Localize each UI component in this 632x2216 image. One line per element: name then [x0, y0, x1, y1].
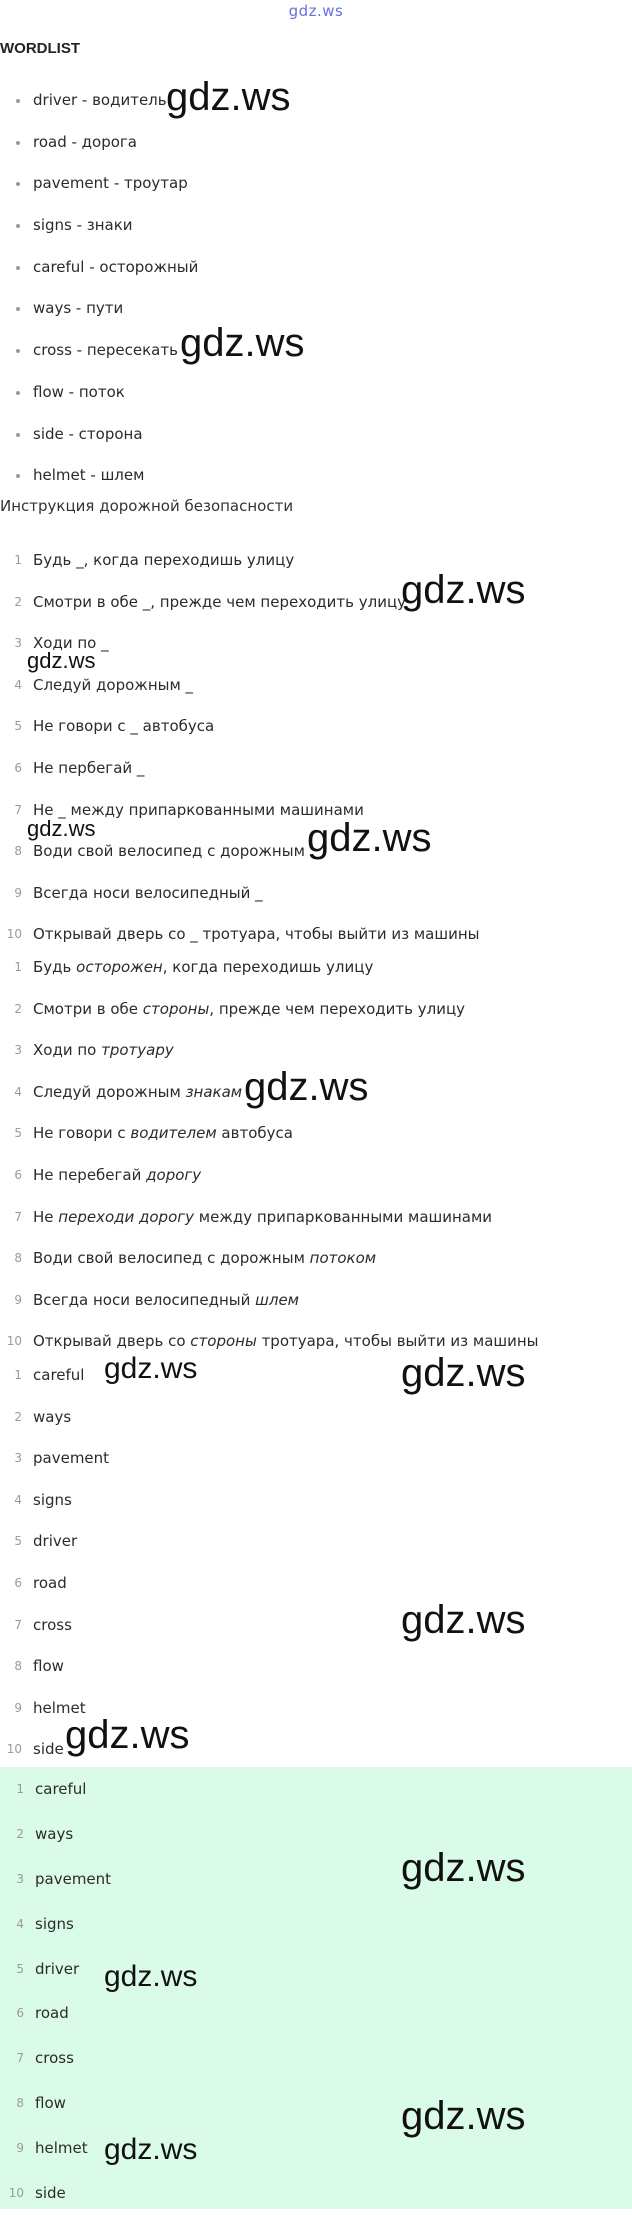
- section-subheading: Инструкция дорожной безопасности: [0, 497, 294, 515]
- watermark: gdz.ws: [104, 1352, 198, 1385]
- word-text: flow: [35, 2094, 66, 2113]
- item-number: 3: [14, 636, 22, 651]
- watermark: gdz.ws: [401, 568, 526, 612]
- item-number: 8: [16, 2096, 24, 2111]
- item-number: 2: [14, 594, 22, 609]
- list-item: helmet - шлем: [0, 455, 198, 497]
- item-number: 2: [14, 1001, 22, 1016]
- list-item: [0, 873, 480, 915]
- item-number: 10: [6, 1742, 22, 1757]
- item-number: 6: [16, 2006, 24, 2021]
- site-logo[interactable]: gdz.ws: [288, 2, 344, 20]
- item-number: 8: [14, 1251, 22, 1266]
- list-item: [0, 706, 480, 748]
- item-number: 9: [14, 1700, 22, 1715]
- item-number: 7: [14, 1209, 22, 1224]
- item-number: 1: [14, 553, 22, 567]
- item-number: 1: [14, 1368, 22, 1382]
- words-list-highlighted: [0, 1767, 111, 2216]
- list-item: [0, 1646, 109, 1688]
- wordlist: [0, 80, 198, 497]
- word-text: careful: [33, 1366, 85, 1384]
- word-text: side: [35, 2184, 66, 2203]
- word-text: pavement: [35, 1869, 112, 1888]
- list-item: side - сторона: [0, 414, 198, 456]
- sentence-text: Смотри в обе _, прежде чем переходить улицу: [33, 592, 407, 611]
- list-item: [0, 1197, 539, 1239]
- watermark: gdz.ws: [401, 2094, 526, 2138]
- watermark: gdz.ws: [104, 1960, 198, 1993]
- list-item: signs - знаки: [0, 205, 198, 247]
- sentence-before: Всегда носи велосипедный: [33, 1290, 256, 1309]
- watermark: gdz.ws: [180, 321, 305, 365]
- word-text: flow: [33, 1657, 64, 1676]
- word-text: cross: [35, 2049, 74, 2068]
- list-item: [0, 1238, 539, 1280]
- exercise-answers-list: [0, 947, 539, 1363]
- answer-word: водителем: [130, 1124, 217, 1143]
- list-item: flow - поток: [0, 372, 198, 414]
- list-item: [0, 989, 539, 1031]
- item-number: 5: [14, 719, 22, 734]
- words-list: [0, 1355, 109, 1771]
- list-item: [0, 2081, 111, 2126]
- sentence-text: Не пербегай _: [33, 758, 145, 777]
- answer-word: дорогу: [146, 1165, 202, 1184]
- answer-word: потоком: [309, 1249, 377, 1268]
- sentence-before: Будь: [33, 958, 77, 976]
- word-text: driver: [35, 1959, 80, 1978]
- item-number: 5: [16, 1961, 24, 1976]
- list-item: cross - пересекать: [0, 330, 198, 372]
- list-item: [0, 1563, 109, 1605]
- word-text: helmet: [33, 1698, 86, 1717]
- list-item: [0, 2036, 111, 2081]
- list-item: [0, 748, 480, 790]
- item-number: 7: [14, 1617, 22, 1632]
- word-text: cross: [33, 1615, 72, 1634]
- item-number: 4: [14, 1492, 22, 1507]
- item-number: 1: [14, 960, 22, 974]
- item-number: 4: [14, 1084, 22, 1099]
- item-number: 6: [14, 760, 22, 775]
- item-number: 3: [16, 1871, 24, 1886]
- answer-word: шлем: [255, 1290, 299, 1309]
- sentence-text: Не говори с _ автобуса: [33, 717, 215, 736]
- item-number: 9: [16, 2141, 24, 2156]
- list-item: [0, 2171, 111, 2216]
- item-number: 6: [14, 1167, 22, 1182]
- list-item: road - дорога: [0, 122, 198, 164]
- list-item: [0, 1438, 109, 1480]
- item-number: 5: [14, 1126, 22, 1141]
- list-item: [0, 1280, 539, 1322]
- list-item: careful - осторожный: [0, 247, 198, 289]
- sentence-before: Не: [33, 1207, 59, 1226]
- word-text: signs: [33, 1490, 72, 1509]
- watermark: gdz.ws: [27, 648, 96, 673]
- sentence-text: Ходи по _: [33, 634, 109, 653]
- sentence-after: между припаркованными машинами: [194, 1207, 493, 1226]
- sentence-after: автобуса: [216, 1124, 293, 1143]
- sentence-text: Открывай дверь со _ тротуара, чтобы выйти из машины: [33, 925, 480, 944]
- word-text: driver: [33, 1532, 78, 1551]
- sentence-after: , когда переходишь улицу: [162, 958, 374, 976]
- sentence-before: Не перебегай: [33, 1165, 147, 1184]
- sentence-after: тротуара, чтобы выйти из машины: [256, 1332, 539, 1351]
- list-item: [0, 1857, 111, 1902]
- list-item: [0, 1902, 111, 1947]
- watermark: gdz.ws: [401, 1846, 526, 1890]
- sentence-text: Води свой велосипед с дорожным: [33, 842, 305, 861]
- sentence-before: Води свой велосипед с дорожным: [33, 1249, 310, 1268]
- word-text: road: [33, 1573, 67, 1592]
- item-number: 2: [14, 1409, 22, 1424]
- watermark: gdz.ws: [166, 75, 291, 119]
- watermark: gdz.ws: [65, 1713, 190, 1757]
- answer-word: осторожен: [76, 958, 163, 976]
- sentence-text: Следуй дорожным _: [33, 675, 194, 694]
- sentence-text: Не _ между припаркованными машинами: [33, 800, 364, 819]
- item-number: 7: [16, 2051, 24, 2066]
- watermark: gdz.ws: [401, 1598, 526, 1642]
- item-number: 9: [14, 1292, 22, 1307]
- word-text: ways: [33, 1407, 72, 1426]
- list-item: [0, 1521, 109, 1563]
- list-item: [0, 2126, 111, 2171]
- sentence-before: Открывай дверь со: [33, 1332, 191, 1351]
- list-item: [0, 1480, 109, 1522]
- word-text: signs: [35, 1914, 74, 1933]
- watermark: gdz.ws: [104, 2133, 198, 2166]
- list-item: ways - пути: [0, 288, 198, 330]
- answer-word: знакам: [185, 1082, 243, 1101]
- sentence-text: Будь _, когда переходишь улицу: [33, 551, 295, 569]
- answer-word: стороны: [142, 999, 210, 1018]
- item-number: 2: [16, 1826, 24, 1841]
- answer-word: стороны: [190, 1332, 257, 1351]
- item-number: 4: [16, 1916, 24, 1931]
- item-number: 10: [8, 2186, 24, 2201]
- sentence-after: , прежде чем переходить улицу: [209, 999, 466, 1018]
- sentence-before: Смотри в обе: [33, 999, 143, 1018]
- word-text: road: [35, 2004, 69, 2023]
- list-item: [0, 947, 539, 989]
- list-item: [0, 1991, 111, 2036]
- item-number: 9: [14, 885, 22, 900]
- list-item: pavement - троутар: [0, 163, 198, 205]
- answer-word: тротуару: [101, 1041, 174, 1060]
- sentence-before: Ходи по: [33, 1041, 102, 1060]
- list-item: [0, 1767, 111, 1812]
- list-item: [0, 1812, 111, 1857]
- item-number: 7: [14, 802, 22, 817]
- sentence-before: Следуй дорожным: [33, 1082, 186, 1101]
- answer-word: переходи дорогу: [58, 1207, 195, 1226]
- item-number: 6: [14, 1575, 22, 1590]
- sentence-before: Не говори с: [33, 1124, 131, 1143]
- list-item: [0, 1397, 109, 1439]
- item-number: 1: [16, 1782, 24, 1796]
- item-number: 3: [14, 1451, 22, 1466]
- list-item: [0, 1355, 109, 1397]
- word-text: helmet: [35, 2139, 88, 2158]
- item-number: 5: [14, 1534, 22, 1549]
- item-number: 10: [6, 927, 22, 942]
- item-number: 10: [6, 1334, 22, 1349]
- watermark: gdz.ws: [307, 816, 432, 860]
- sentence-text: Всегда носи велосипедный _: [33, 883, 263, 902]
- watermark: gdz.ws: [244, 1065, 369, 1109]
- list-item: [0, 1113, 539, 1155]
- word-text: side: [33, 1740, 64, 1759]
- item-number: 3: [14, 1043, 22, 1058]
- watermark: gdz.ws: [27, 816, 96, 841]
- word-text: careful: [35, 1780, 87, 1798]
- item-number: 8: [14, 844, 22, 859]
- list-item: [0, 1947, 111, 1992]
- word-text: ways: [35, 1824, 74, 1843]
- watermark: gdz.ws: [401, 1351, 526, 1395]
- item-number: 8: [14, 1659, 22, 1674]
- list-item: [0, 1605, 109, 1647]
- item-number: 4: [14, 677, 22, 692]
- list-item: [0, 1155, 539, 1197]
- list-item: driver - водитель: [0, 80, 198, 122]
- word-text: pavement: [33, 1449, 110, 1468]
- wordlist-heading: WORDLIST: [0, 40, 80, 57]
